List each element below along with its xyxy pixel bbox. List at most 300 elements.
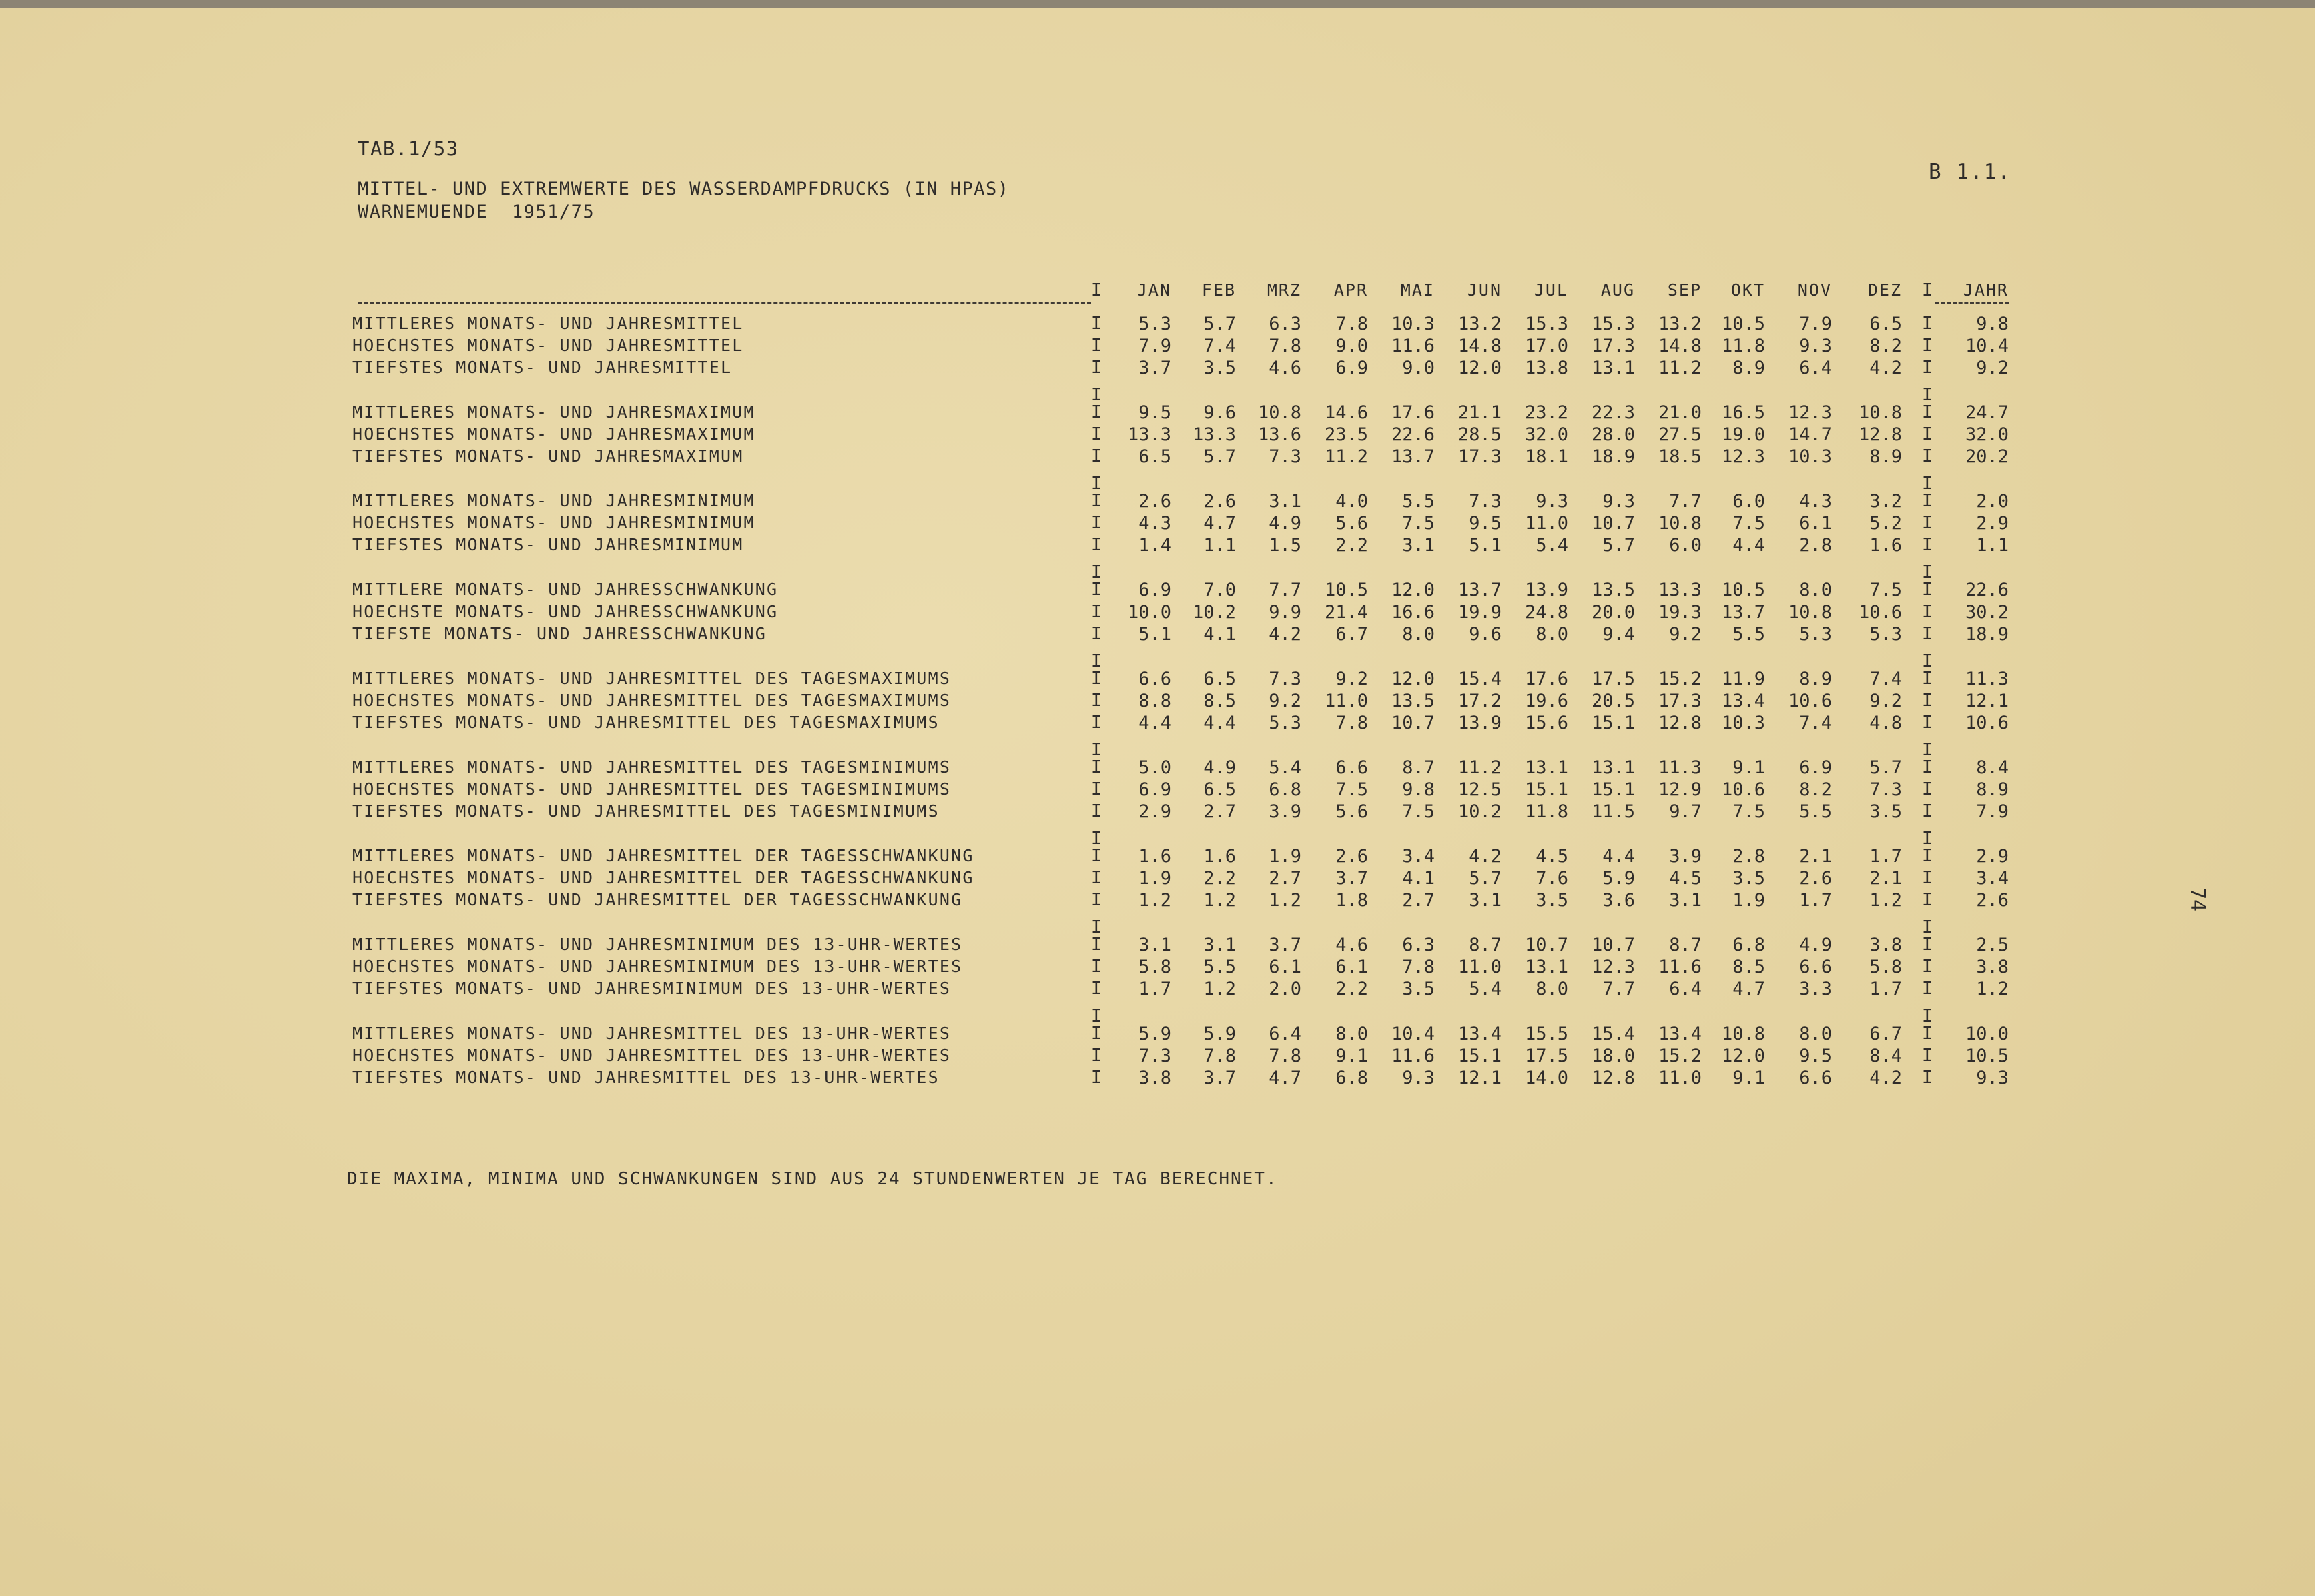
table-cell: 7.0: [1203, 580, 1236, 601]
table-cell: 8.7: [1669, 935, 1702, 955]
table-cell: 16.5: [1721, 402, 1765, 423]
table-cell: 3.9: [1269, 801, 1301, 822]
table-cell: 6.8: [1335, 1068, 1368, 1088]
column-header-jun: JUN: [1467, 280, 1502, 300]
table-cell-year: 22.6: [1965, 580, 2009, 601]
table-cell: 13.5: [1391, 691, 1435, 711]
table-cell: 13.4: [1658, 1024, 1702, 1044]
footnote: DIE MAXIMA, MINIMA UND SCHWANKUNGEN SIND AUS 24 STUNDENWERTEN JE TAG BERECHNET.: [347, 1169, 1278, 1189]
table-cell: 8.9: [1869, 446, 1902, 467]
table-cell: 4.1: [1203, 624, 1236, 645]
column-separator: I: [1922, 385, 1933, 405]
row-label: TIEFSTE MONATS- UND JAHRESSCHWANKUNG: [352, 624, 767, 643]
table-cell: 10.7: [1524, 935, 1568, 955]
table-cell: 6.4: [1799, 358, 1832, 378]
table-cell: 12.1: [1457, 1068, 1502, 1088]
table-cell-year: 3.4: [1976, 868, 2009, 889]
column-separator: I: [1922, 336, 1933, 356]
table-cell: 10.3: [1721, 713, 1765, 733]
table-cell: 8.0: [1536, 624, 1568, 645]
table-cell: 6.1: [1335, 957, 1368, 977]
column-separator: I: [1922, 829, 1933, 849]
table-cell: 4.0: [1335, 491, 1368, 512]
header-rule: [358, 302, 1091, 304]
table-cell: 10.0: [1127, 602, 1171, 623]
column-separator: I: [1091, 1046, 1102, 1066]
table-cell: 7.4: [1203, 336, 1236, 356]
table-cell: 1.2: [1138, 890, 1171, 911]
table-cell: 19.0: [1721, 424, 1765, 445]
table-cell: 9.6: [1469, 624, 1502, 645]
table-cell-year: 8.9: [1976, 779, 2009, 800]
table-cell: 1.9: [1732, 890, 1765, 911]
table-cell: 11.8: [1721, 336, 1765, 356]
table-cell: 11.6: [1391, 336, 1435, 356]
table-cell: 5.7: [1602, 535, 1635, 556]
table-cell: 8.7: [1402, 757, 1435, 778]
table-cell: 20.5: [1591, 691, 1635, 711]
table-cell: 7.5: [1402, 513, 1435, 534]
row-label: HOECHSTES MONATS- UND JAHRESMITTEL DES 13-UHR-WERTES: [352, 1046, 952, 1065]
table-cell: 10.8: [1721, 1024, 1765, 1044]
column-separator: I: [1922, 935, 1933, 955]
table-cell: 13.7: [1391, 446, 1435, 467]
table-cell: 7.8: [1269, 1046, 1301, 1066]
table-cell: 14.7: [1788, 424, 1832, 445]
station-period: WARNEMUENDE 1951/75: [358, 202, 595, 222]
column-separator: I: [1922, 474, 1933, 494]
table-cell: 6.6: [1335, 757, 1368, 778]
table-cell: 10.2: [1457, 801, 1502, 822]
table-cell: 9.7: [1669, 801, 1702, 822]
table-cell: 5.4: [1536, 535, 1568, 556]
table-cell: 4.8: [1869, 713, 1902, 733]
table-cell: 5.3: [1138, 314, 1171, 334]
table-cell: 23.5: [1324, 424, 1368, 445]
table-cell: 7.3: [1269, 446, 1301, 467]
table-cell: 4.7: [1269, 1068, 1301, 1088]
table-cell: 5.0: [1138, 757, 1171, 778]
table-cell: 9.5: [1138, 402, 1171, 423]
table-cell: 7.5: [1335, 779, 1368, 800]
table-cell: 17.3: [1591, 336, 1635, 356]
table-cell: 9.2: [1269, 691, 1301, 711]
table-cell: 11.5: [1591, 801, 1635, 822]
table-cell: 8.0: [1402, 624, 1435, 645]
column-separator: I: [1922, 740, 1933, 760]
column-separator: I: [1091, 757, 1102, 777]
table-cell: 3.6: [1602, 890, 1635, 911]
row-label: TIEFSTES MONATS- UND JAHRESMITTEL DES TAGESMINIMUMS: [352, 801, 940, 821]
table-cell: 11.2: [1324, 446, 1368, 467]
table-cell: 21.1: [1457, 402, 1502, 423]
table-cell: 14.6: [1324, 402, 1368, 423]
table-cell: 3.1: [1269, 491, 1301, 512]
table-cell-year: 30.2: [1965, 602, 2009, 623]
table-cell: 1.7: [1869, 846, 1902, 867]
table-cell: 12.8: [1658, 713, 1702, 733]
table-cell: 9.5: [1469, 513, 1502, 534]
table-cell: 2.2: [1335, 979, 1368, 1000]
table-cell: 7.5: [1402, 801, 1435, 822]
table-cell-year: 32.0: [1965, 424, 2009, 445]
table-cell: 8.0: [1536, 979, 1568, 1000]
table-cell: 5.3: [1269, 713, 1301, 733]
table-cell: 6.1: [1799, 513, 1832, 534]
table-cell: 24.8: [1524, 602, 1568, 623]
table-cell: 6.3: [1402, 935, 1435, 955]
row-label: HOECHSTES MONATS- UND JAHRESMITTEL DER TAGESSCHWANKUNG: [352, 868, 974, 887]
table-cell: 5.4: [1469, 979, 1502, 1000]
column-separator: I: [1922, 691, 1933, 711]
table-cell: 5.8: [1869, 957, 1902, 977]
table-cell: 13.9: [1457, 713, 1502, 733]
table-cell: 28.0: [1591, 424, 1635, 445]
table-cell: 15.3: [1591, 314, 1635, 334]
table-cell: 3.8: [1869, 935, 1902, 955]
table-cell: 6.9: [1138, 779, 1171, 800]
table-cell: 8.2: [1799, 779, 1832, 800]
column-separator: I: [1091, 314, 1102, 334]
table-cell: 6.8: [1269, 779, 1301, 800]
row-label: TIEFSTES MONATS- UND JAHRESMITTEL: [352, 358, 733, 377]
row-label: MITTLERES MONATS- UND JAHRESMINIMUM: [352, 491, 755, 510]
table-cell: 15.4: [1457, 669, 1502, 689]
table-cell: 6.8: [1732, 935, 1765, 955]
column-separator: I: [1922, 562, 1933, 582]
table-cell: 2.8: [1732, 846, 1765, 867]
column-separator: I: [1922, 651, 1933, 671]
table-cell: 10.8: [1257, 402, 1301, 423]
table-cell-year: 10.6: [1965, 713, 2009, 733]
table-cell: 10.8: [1658, 513, 1702, 534]
table-cell: 7.4: [1869, 669, 1902, 689]
table-cell: 6.6: [1799, 957, 1832, 977]
table-cell-year: 2.5: [1976, 935, 2009, 955]
table-cell: 17.5: [1591, 669, 1635, 689]
table-cell: 14.8: [1658, 336, 1702, 356]
table-cell: 8.8: [1138, 691, 1171, 711]
header-rule: [1935, 302, 2009, 304]
row-label: MITTLERES MONATS- UND JAHRESMITTEL DES 13-UHR-WERTES: [352, 1024, 952, 1043]
table-cell: 1.1: [1203, 535, 1236, 556]
table-cell: 5.3: [1869, 624, 1902, 645]
table-cell: 10.5: [1721, 580, 1765, 601]
table-cell: 3.5: [1869, 801, 1902, 822]
column-separator: I: [1922, 424, 1933, 444]
table-cell: 7.5: [1869, 580, 1902, 601]
column-separator: I: [1091, 402, 1102, 422]
table-cell: 4.5: [1669, 868, 1702, 889]
table-cell: 4.2: [1469, 846, 1502, 867]
column-separator: I: [1091, 1068, 1102, 1088]
column-separator: I: [1091, 740, 1102, 760]
table-cell: 17.6: [1524, 669, 1568, 689]
table-cell: 7.5: [1732, 513, 1765, 534]
column-separator: I: [1091, 917, 1102, 937]
table-cell: 4.4: [1602, 846, 1635, 867]
table-cell: 6.5: [1138, 446, 1171, 467]
column-separator: I: [1091, 358, 1102, 378]
table-cell-year: 2.6: [1976, 890, 2009, 911]
table-cell: 7.8: [1335, 713, 1368, 733]
table-cell: 8.5: [1732, 957, 1765, 977]
table-cell: 5.7: [1203, 446, 1236, 467]
column-separator: I: [1091, 846, 1102, 866]
table-cell: 4.4: [1138, 713, 1171, 733]
table-cell: 8.4: [1869, 1046, 1902, 1066]
table-cell: 13.9: [1524, 580, 1568, 601]
table-cell: 3.5: [1402, 979, 1435, 1000]
table-cell: 9.0: [1335, 336, 1368, 356]
table-cell: 17.5: [1524, 1046, 1568, 1066]
table-cell: 11.0: [1324, 691, 1368, 711]
table-cell: 22.6: [1391, 424, 1435, 445]
table-cell: 9.9: [1269, 602, 1301, 623]
table-cell: 7.4: [1799, 713, 1832, 733]
row-label: TIEFSTES MONATS- UND JAHRESMITTEL DES TAGESMAXIMUMS: [352, 713, 940, 732]
column-separator: I: [1091, 562, 1102, 582]
table-cell: 17.0: [1524, 336, 1568, 356]
table-cell: 5.5: [1402, 491, 1435, 512]
table-cell: 5.9: [1138, 1024, 1171, 1044]
column-separator: I: [1922, 624, 1933, 644]
table-cell: 6.6: [1138, 669, 1171, 689]
column-separator: I: [1091, 280, 1102, 300]
table-cell: 2.6: [1203, 491, 1236, 512]
table-cell: 3.7: [1203, 1068, 1236, 1088]
column-separator: I: [1091, 1006, 1102, 1026]
table-cell: 1.6: [1138, 846, 1171, 867]
page-number: 74: [2186, 887, 2209, 912]
table-cell: 12.9: [1658, 779, 1702, 800]
column-separator: I: [1091, 935, 1102, 955]
table-cell: 10.8: [1858, 402, 1902, 423]
table-cell: 13.1: [1524, 757, 1568, 778]
table-cell: 9.5: [1799, 1046, 1832, 1066]
table-cell: 13.4: [1457, 1024, 1502, 1044]
table-cell: 2.2: [1203, 868, 1236, 889]
table-cell-year: 10.0: [1965, 1024, 2009, 1044]
table-cell: 7.8: [1269, 336, 1301, 356]
table-cell-year: 11.3: [1965, 669, 2009, 689]
column-separator: I: [1091, 491, 1102, 511]
table-cell: 12.8: [1591, 1068, 1635, 1088]
column-header-jul: JUL: [1534, 280, 1568, 300]
table-cell-year: 7.9: [1976, 801, 2009, 822]
column-separator: I: [1091, 868, 1102, 888]
table-cell: 1.2: [1203, 890, 1236, 911]
table-cell: 6.5: [1203, 779, 1236, 800]
table-cell: 15.1: [1524, 779, 1568, 800]
column-separator: I: [1091, 779, 1102, 799]
table-cell: 1.7: [1869, 979, 1902, 1000]
table-cell: 4.9: [1269, 513, 1301, 534]
table-cell: 15.4: [1591, 1024, 1635, 1044]
column-separator: I: [1922, 713, 1933, 733]
table-cell: 5.5: [1203, 957, 1236, 977]
table-cell: 3.2: [1869, 491, 1902, 512]
table-cell: 6.4: [1669, 979, 1702, 1000]
table-cell: 12.0: [1457, 358, 1502, 378]
table-cell: 5.8: [1138, 957, 1171, 977]
table-cell: 5.7: [1203, 314, 1236, 334]
table-cell: 3.7: [1269, 935, 1301, 955]
table-cell: 4.2: [1869, 358, 1902, 378]
table-cell: 9.4: [1602, 624, 1635, 645]
column-separator: I: [1091, 385, 1102, 405]
table-cell-year: 9.2: [1976, 358, 2009, 378]
table-cell: 3.7: [1138, 358, 1171, 378]
table-cell: 2.6: [1799, 868, 1832, 889]
table-cell: 1.8: [1335, 890, 1368, 911]
table-cell: 3.4: [1402, 846, 1435, 867]
table-cell: 6.4: [1269, 1024, 1301, 1044]
table-cell: 3.1: [1203, 935, 1236, 955]
table-cell: 5.5: [1732, 624, 1765, 645]
column-separator: I: [1922, 801, 1933, 821]
row-label: TIEFSTES MONATS- UND JAHRESMINIMUM DES 13-UHR-WERTES: [352, 979, 952, 998]
table-cell-year: 2.9: [1976, 513, 2009, 534]
table-cell: 12.8: [1858, 424, 1902, 445]
column-separator: I: [1922, 1024, 1933, 1044]
table-cell: 9.0: [1402, 358, 1435, 378]
table-cell: 3.5: [1536, 890, 1568, 911]
column-separator: I: [1922, 358, 1933, 378]
table-cell: 6.0: [1732, 491, 1765, 512]
column-separator: I: [1922, 1006, 1933, 1026]
table-cell-year: 9.3: [1976, 1068, 2009, 1088]
table-cell: 9.3: [1799, 336, 1832, 356]
row-label: MITTLERES MONATS- UND JAHRESMITTEL DES TAGESMINIMUMS: [352, 757, 952, 777]
table-cell: 3.1: [1469, 890, 1502, 911]
table-cell: 19.6: [1524, 691, 1568, 711]
table-cell: 9.2: [1869, 691, 1902, 711]
table-cell-year: 10.4: [1965, 336, 2009, 356]
table-cell: 5.3: [1799, 624, 1832, 645]
table-cell: 4.7: [1732, 979, 1765, 1000]
table-cell: 11.3: [1658, 757, 1702, 778]
table-cell: 13.5: [1591, 580, 1635, 601]
table-cell: 13.1: [1591, 757, 1635, 778]
table-cell: 28.5: [1457, 424, 1502, 445]
table-cell: 4.3: [1138, 513, 1171, 534]
table-cell: 5.9: [1203, 1024, 1236, 1044]
column-separator: I: [1091, 957, 1102, 977]
column-separator: I: [1091, 513, 1102, 533]
table-cell: 6.6: [1799, 1068, 1832, 1088]
table-cell: 3.1: [1669, 890, 1702, 911]
table-cell: 4.4: [1732, 535, 1765, 556]
table-cell: 20.0: [1591, 602, 1635, 623]
table-cell: 15.3: [1524, 314, 1568, 334]
table-cell: 13.1: [1524, 957, 1568, 977]
table-cell: 10.5: [1324, 580, 1368, 601]
table-cell: 11.8: [1524, 801, 1568, 822]
table-cell: 4.2: [1869, 1068, 1902, 1088]
table-number: TAB.1/53: [358, 137, 459, 160]
table-cell: 6.5: [1203, 669, 1236, 689]
table-cell-year: 10.5: [1965, 1046, 2009, 1066]
column-header-mrz: MRZ: [1267, 280, 1301, 300]
column-header-nov: NOV: [1797, 280, 1832, 300]
column-separator: I: [1091, 424, 1102, 444]
table-cell: 7.7: [1669, 491, 1702, 512]
table-cell: 9.3: [1536, 491, 1568, 512]
table-cell: 21.0: [1658, 402, 1702, 423]
row-label: TIEFSTES MONATS- UND JAHRESMINIMUM: [352, 535, 744, 554]
column-separator: I: [1922, 757, 1933, 777]
table-cell: 9.8: [1402, 779, 1435, 800]
table-cell: 32.0: [1524, 424, 1568, 445]
table-cell: 2.1: [1799, 846, 1832, 867]
table-cell: 11.6: [1658, 957, 1702, 977]
table-cell: 3.1: [1402, 535, 1435, 556]
table-cell: 9.2: [1335, 669, 1368, 689]
table-cell: 8.5: [1203, 691, 1236, 711]
table-cell: 21.4: [1324, 602, 1368, 623]
table-cell: 2.1: [1869, 868, 1902, 889]
section-reference: B 1.1.: [1929, 160, 2011, 184]
table-cell: 11.9: [1721, 669, 1765, 689]
table-cell: 12.3: [1721, 446, 1765, 467]
table-cell: 7.7: [1269, 580, 1301, 601]
table-cell-year: 12.1: [1965, 691, 2009, 711]
column-separator: I: [1091, 535, 1102, 555]
table-cell: 10.3: [1391, 314, 1435, 334]
column-separator: I: [1922, 779, 1933, 799]
table-cell: 4.6: [1269, 358, 1301, 378]
table-cell: 10.7: [1591, 935, 1635, 955]
row-label: HOECHSTES MONATS- UND JAHRESMITTEL DES TAGESMAXIMUMS: [352, 691, 952, 710]
table-cell: 13.1: [1591, 358, 1635, 378]
table-cell: 2.7: [1402, 890, 1435, 911]
table-cell-year: 18.9: [1965, 624, 2009, 645]
column-separator: I: [1922, 1046, 1933, 1066]
table-cell: 13.2: [1658, 314, 1702, 334]
table-cell: 1.2: [1269, 890, 1301, 911]
table-cell: 17.3: [1457, 446, 1502, 467]
table-cell: 17.2: [1457, 691, 1502, 711]
table-cell: 3.1: [1138, 935, 1171, 955]
table-cell: 5.5: [1799, 801, 1832, 822]
column-separator: I: [1922, 1068, 1933, 1088]
table-cell: 4.3: [1799, 491, 1832, 512]
column-separator: I: [1922, 979, 1933, 999]
table-cell: 2.0: [1269, 979, 1301, 1000]
table-cell: 5.7: [1469, 868, 1502, 889]
table-cell: 2.8: [1799, 535, 1832, 556]
table-cell: 13.2: [1457, 314, 1502, 334]
column-separator: I: [1922, 602, 1933, 622]
table-cell: 12.3: [1788, 402, 1832, 423]
table-cell: 13.7: [1721, 602, 1765, 623]
row-label: HOECHSTES MONATS- UND JAHRESMITTEL DES TAGESMINIMUMS: [352, 779, 952, 799]
table-cell: 13.3: [1192, 424, 1236, 445]
table-cell: 18.9: [1591, 446, 1635, 467]
table-cell: 5.4: [1269, 757, 1301, 778]
table-cell: 8.0: [1335, 1024, 1368, 1044]
table-cell: 19.3: [1658, 602, 1702, 623]
table-cell: 13.4: [1721, 691, 1765, 711]
row-label: HOECHSTES MONATS- UND JAHRESMITTEL: [352, 336, 744, 355]
table-cell: 5.6: [1335, 513, 1368, 534]
column-separator: I: [1922, 868, 1933, 888]
column-separator: I: [1091, 691, 1102, 711]
table-cell: 10.6: [1788, 691, 1832, 711]
table-cell: 4.2: [1269, 624, 1301, 645]
table-cell: 23.2: [1524, 402, 1568, 423]
